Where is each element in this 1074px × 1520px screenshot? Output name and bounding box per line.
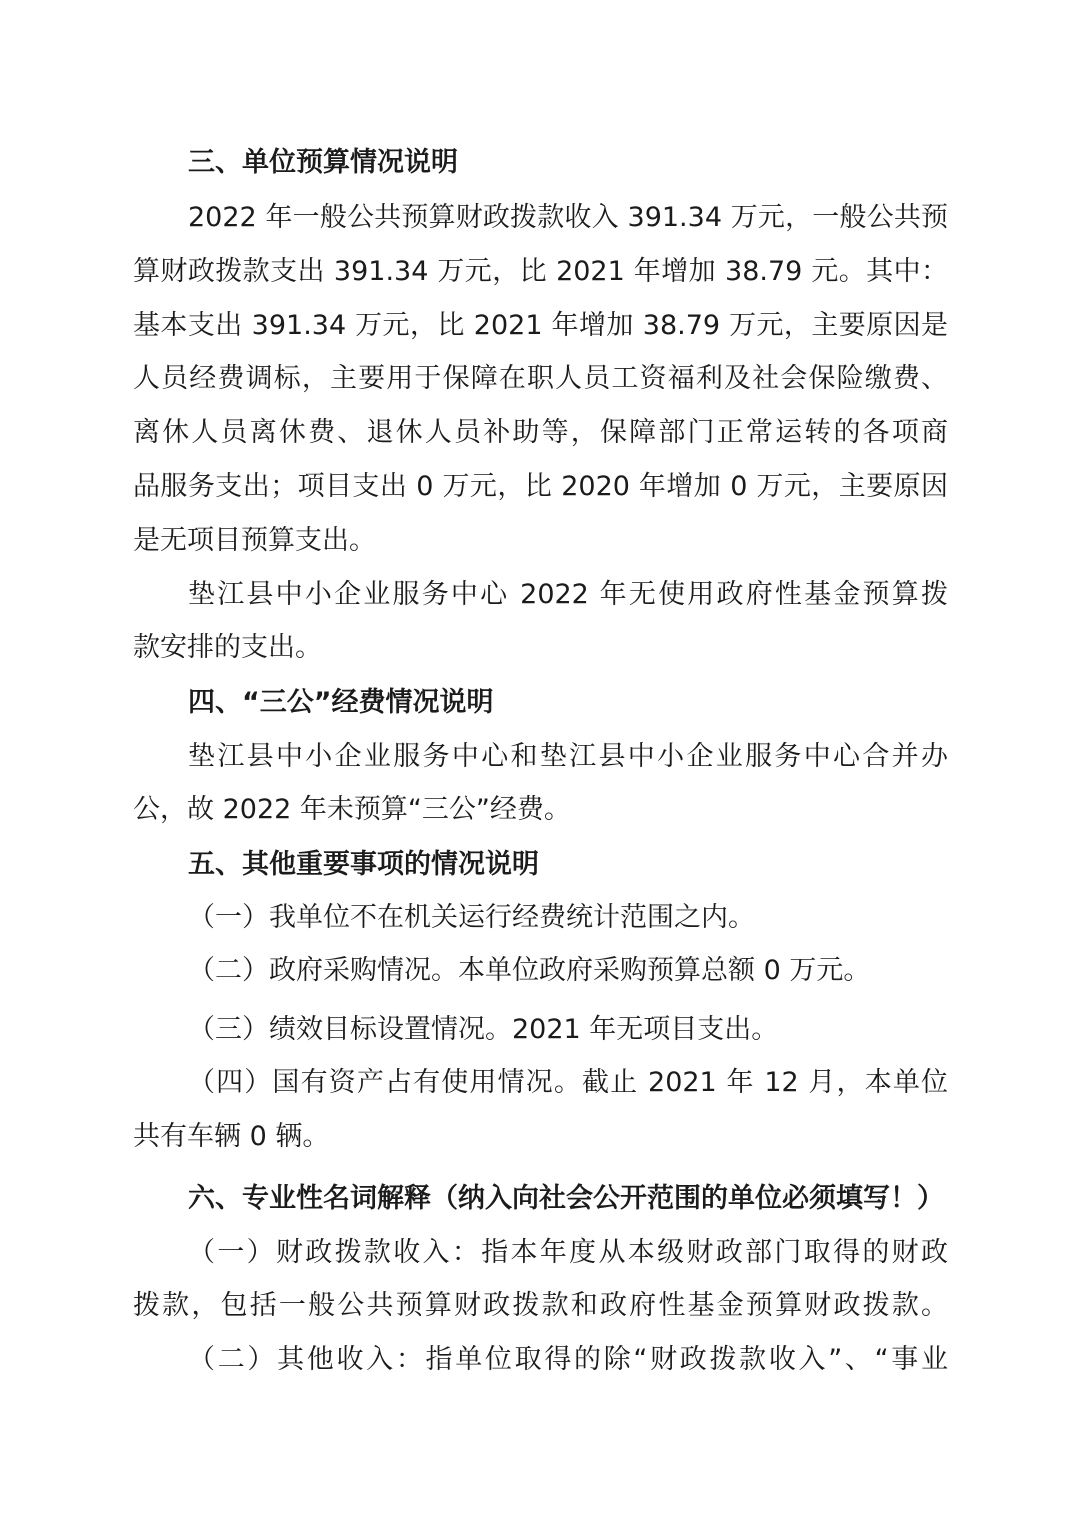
paragraph-line: 2022 年一般公共预算财政拨款收入 391.34 万元，一般公共预 bbox=[188, 202, 948, 233]
paragraph-line: 品服务支出；项目支出 0 万元，比 2020 年增加 0 万元，主要原因 bbox=[133, 471, 948, 502]
paragraph-line: 人员经费调标，主要用于保障在职人员工资福利及社会保险缴费、 bbox=[133, 363, 948, 394]
list-item: （三）绩效目标设置情况。2021 年无项目支出。 bbox=[188, 1014, 779, 1045]
paragraph-line: 基本支出 391.34 万元，比 2021 年增加 38.79 万元，主要原因是 bbox=[133, 310, 948, 341]
list-item-continuation: 拨款，包括一般公共预算财政拨款和政府性基金预算财政拨款。 bbox=[133, 1290, 948, 1321]
paragraph-line: 算财政拨款支出 391.34 万元，比 2021 年增加 38.79 元。其中： bbox=[133, 256, 948, 287]
paragraph-line: 垫江县中小企业服务中心和垫江县中小企业服务中心合并办 bbox=[188, 741, 948, 772]
list-item: （二）其他收入：指单位取得的除“财政拨款收入”、“事业 bbox=[188, 1344, 948, 1375]
list-item-continuation: 共有车辆 0 辆。 bbox=[133, 1121, 330, 1152]
list-item: （二）政府采购情况。本单位政府采购预算总额 0 万元。 bbox=[188, 955, 871, 986]
paragraph-line: 公，故 2022 年未预算“三公”经费。 bbox=[133, 794, 571, 825]
list-item: （一）财政拨款收入：指本年度从本级财政部门取得的财政 bbox=[188, 1237, 948, 1268]
section-heading-other-matters: 五、其他重要事项的情况说明 bbox=[188, 849, 539, 880]
paragraph-line: 离休人员离休费、退休人员补助等，保障部门正常运转的各项商 bbox=[133, 417, 948, 448]
list-item: （一）我单位不在机关运行经费统计范围之内。 bbox=[188, 902, 755, 933]
section-heading-terms: 六、专业性名词解释（纳入向社会公开范围的单位必须填写！） bbox=[188, 1183, 944, 1214]
section-heading-unit-budget: 三、单位预算情况说明 bbox=[188, 147, 458, 178]
section-heading-three-public: 四、“三公”经费情况说明 bbox=[188, 687, 494, 718]
paragraph-line: 是无项目预算支出。 bbox=[133, 525, 376, 556]
list-item: （四）国有资产占有使用情况。截止 2021 年 12 月，本单位 bbox=[188, 1067, 948, 1098]
paragraph-line: 垫江县中小企业服务中心 2022 年无使用政府性基金预算拨 bbox=[188, 579, 948, 610]
paragraph-line: 款安排的支出。 bbox=[133, 632, 322, 663]
